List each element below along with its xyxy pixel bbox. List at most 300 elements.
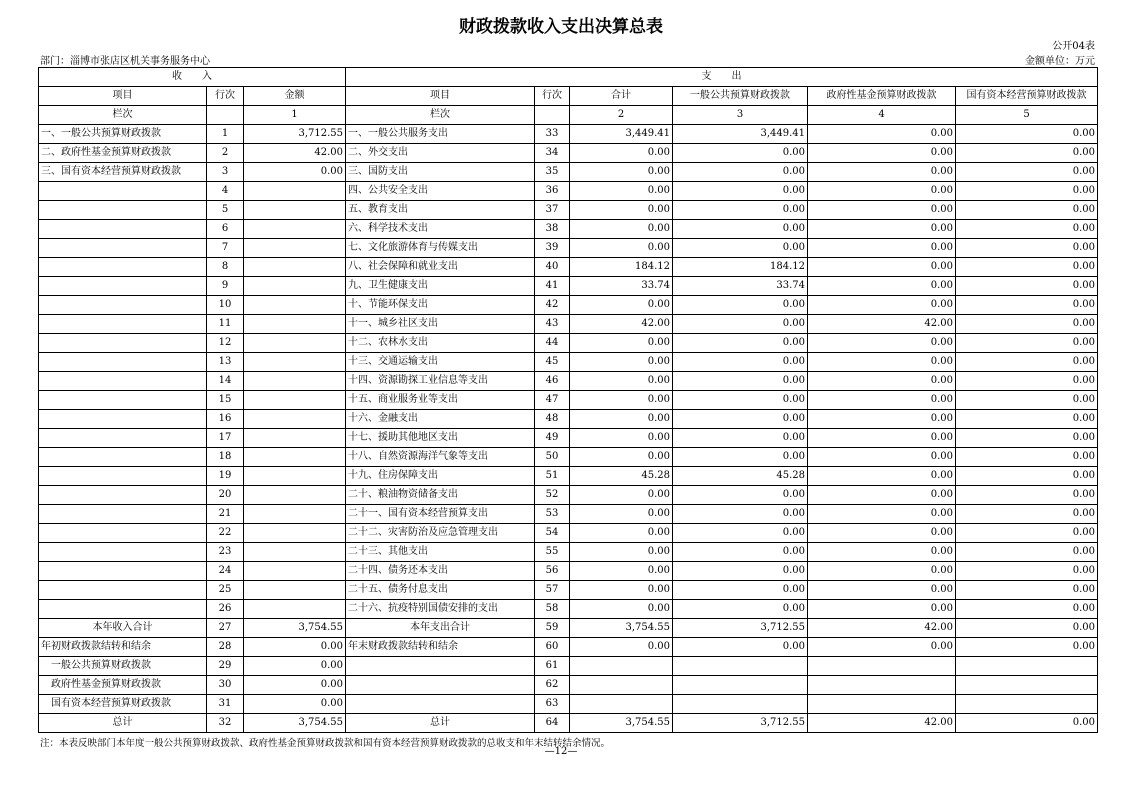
income-item <box>39 486 207 505</box>
expense-total: 45.28 <box>570 467 673 486</box>
gov-fund-sub-out-line: 62 <box>535 676 570 695</box>
table-row <box>39 410 1098 429</box>
table-row <box>39 201 1098 220</box>
income-line: 19 <box>207 467 244 486</box>
blank-cell <box>808 676 956 695</box>
income-line: 16 <box>207 410 244 429</box>
income-amount <box>244 296 346 315</box>
gov-fund-sub-line: 30 <box>207 676 244 695</box>
expense-line: 34 <box>535 144 570 163</box>
expense-line: 45 <box>535 353 570 372</box>
expense-state-cap: 0.00 <box>956 258 1098 277</box>
expense-gov-fund: 0.00 <box>808 448 956 467</box>
expense-line: 36 <box>535 182 570 201</box>
expense-item: 八、社会保障和就业支出 <box>346 258 535 277</box>
expense-general: 0.00 <box>673 581 808 600</box>
grand-out-state-cap: 0.00 <box>956 714 1098 733</box>
income-item <box>39 220 207 239</box>
blank-cell <box>570 695 673 714</box>
blank-cell <box>346 695 535 714</box>
expense-state-cap: 0.00 <box>956 486 1098 505</box>
state-cap-sub-line: 31 <box>207 695 244 714</box>
col-header-exp-item: 项目 <box>346 87 535 106</box>
expense-general: 184.12 <box>673 258 808 277</box>
income-item <box>39 201 207 220</box>
income-amount: 0.00 <box>244 163 346 182</box>
expense-line: 41 <box>535 277 570 296</box>
state-cap-sub-amount: 0.00 <box>244 695 346 714</box>
expense-gov-fund: 0.00 <box>808 391 956 410</box>
income-amount <box>244 220 346 239</box>
income-line: 8 <box>207 258 244 277</box>
income-amount <box>244 334 346 353</box>
expense-total: 0.00 <box>570 581 673 600</box>
footnote: 注：本表反映部门本年度一般公共预算财政拨款、政府性基金预算财政拨款和国有资本经营预算财政拨款的总收支和年末结转结余情况。 <box>40 738 611 749</box>
col-header-general: 一般公共预算财政拨款 <box>673 87 808 106</box>
expense-general: 0.00 <box>673 410 808 429</box>
blank-cell <box>956 695 1098 714</box>
col-header-gov-fund: 政府性基金预算财政拨款 <box>808 87 956 106</box>
end-balance-line: 60 <box>535 638 570 657</box>
expense-general: 0.00 <box>673 182 808 201</box>
blank-cell <box>956 676 1098 695</box>
expense-item: 十、节能环保支出 <box>346 296 535 315</box>
income-item <box>39 334 207 353</box>
income-line: 7 <box>207 239 244 258</box>
expense-item: 五、教育支出 <box>346 201 535 220</box>
income-amount: 3,712.55 <box>244 125 346 144</box>
grand-in-amount: 3,754.55 <box>244 714 346 733</box>
state-cap-sub-label: 国有资本经营预算财政拨款 <box>39 695 207 714</box>
table-row <box>39 353 1098 372</box>
expense-gov-fund: 0.00 <box>808 258 956 277</box>
income-amount <box>244 543 346 562</box>
income-item <box>39 429 207 448</box>
expense-gov-fund: 0.00 <box>808 486 956 505</box>
expense-total: 0.00 <box>570 429 673 448</box>
expense-general: 0.00 <box>673 372 808 391</box>
income-amount <box>244 258 346 277</box>
expense-general: 0.00 <box>673 429 808 448</box>
expense-item: 十三、交通运输支出 <box>346 353 535 372</box>
income-amount <box>244 562 346 581</box>
expense-item: 二、外交支出 <box>346 144 535 163</box>
expense-item: 二十三、其他支出 <box>346 543 535 562</box>
income-item <box>39 391 207 410</box>
expense-item: 十九、住房保障支出 <box>346 467 535 486</box>
table-row <box>39 467 1098 486</box>
income-line: 5 <box>207 201 244 220</box>
expense-gov-fund: 0.00 <box>808 144 956 163</box>
blank-cell <box>346 657 535 676</box>
expense-group-header: 支 出 <box>346 68 1098 87</box>
expense-total: 0.00 <box>570 505 673 524</box>
expense-state-cap: 0.00 <box>956 410 1098 429</box>
lanci-blank <box>207 106 244 125</box>
blank-cell <box>346 676 535 695</box>
expense-general: 0.00 <box>673 600 808 619</box>
begin-balance-label: 年初财政拨款结转和结余 <box>39 638 207 657</box>
expense-total: 184.12 <box>570 258 673 277</box>
income-amount <box>244 372 346 391</box>
table-row <box>39 562 1098 581</box>
income-amount <box>244 182 346 201</box>
expense-line: 54 <box>535 524 570 543</box>
expense-state-cap: 0.00 <box>956 201 1098 220</box>
year-expense-label: 本年支出合计 <box>346 619 535 638</box>
col-header-exp-line: 行次 <box>535 87 570 106</box>
end-balance-label: 年末财政拨款结转和结余 <box>346 638 535 657</box>
table-row <box>39 239 1098 258</box>
expense-line: 33 <box>535 125 570 144</box>
blank-cell <box>808 657 956 676</box>
form-number: 公开04表 <box>1052 41 1095 52</box>
income-item <box>39 467 207 486</box>
expense-line: 57 <box>535 581 570 600</box>
expense-line: 47 <box>535 391 570 410</box>
expense-total: 33.74 <box>570 277 673 296</box>
income-amount <box>244 201 346 220</box>
expense-total: 0.00 <box>570 600 673 619</box>
expense-gov-fund: 0.00 <box>808 125 956 144</box>
income-amount <box>244 524 346 543</box>
expense-line: 48 <box>535 410 570 429</box>
expense-state-cap: 0.00 <box>956 372 1098 391</box>
expense-line: 58 <box>535 600 570 619</box>
income-line: 22 <box>207 524 244 543</box>
expense-gov-fund: 0.00 <box>808 239 956 258</box>
income-item <box>39 543 207 562</box>
expense-state-cap: 0.00 <box>956 600 1098 619</box>
expense-total: 0.00 <box>570 144 673 163</box>
end-balance-state-cap: 0.00 <box>956 638 1098 657</box>
expense-state-cap: 0.00 <box>956 220 1098 239</box>
expense-line: 37 <box>535 201 570 220</box>
expense-gov-fund: 0.00 <box>808 524 956 543</box>
expense-gov-fund: 0.00 <box>808 296 956 315</box>
expense-line: 39 <box>535 239 570 258</box>
income-line: 24 <box>207 562 244 581</box>
expense-total: 0.00 <box>570 524 673 543</box>
table-row <box>39 600 1098 619</box>
lanci-row <box>39 106 1098 125</box>
income-item <box>39 296 207 315</box>
income-item <box>39 182 207 201</box>
expense-total: 0.00 <box>570 562 673 581</box>
grand-in-label: 总计 <box>39 714 207 733</box>
expense-gov-fund: 42.00 <box>808 315 956 334</box>
income-line: 10 <box>207 296 244 315</box>
expense-state-cap: 0.00 <box>956 353 1098 372</box>
expense-item: 七、文化旅游体育与传媒支出 <box>346 239 535 258</box>
income-line: 14 <box>207 372 244 391</box>
expense-total: 0.00 <box>570 353 673 372</box>
summary-row-year <box>39 619 1098 638</box>
expense-total: 0.00 <box>570 448 673 467</box>
fiscal-summary-table <box>38 67 1098 733</box>
expense-line: 38 <box>535 220 570 239</box>
expense-item: 十四、资源勘探工业信息等支出 <box>346 372 535 391</box>
expense-gov-fund: 0.00 <box>808 372 956 391</box>
income-line: 12 <box>207 334 244 353</box>
expense-item: 十五、商业服务业等支出 <box>346 391 535 410</box>
expense-item: 三、国防支出 <box>346 163 535 182</box>
year-expense-line: 59 <box>535 619 570 638</box>
expense-item: 六、科学技术支出 <box>346 220 535 239</box>
expense-item: 二十四、债务还本支出 <box>346 562 535 581</box>
expense-total: 3,449.41 <box>570 125 673 144</box>
expense-gov-fund: 0.00 <box>808 201 956 220</box>
expense-total: 0.00 <box>570 201 673 220</box>
expense-general: 0.00 <box>673 543 808 562</box>
income-amount <box>244 391 346 410</box>
income-item <box>39 315 207 334</box>
department-label: 部门：淄博市张店区机关事务服务中心 <box>40 56 210 67</box>
blank-cell <box>570 676 673 695</box>
expense-state-cap: 0.00 <box>956 144 1098 163</box>
expense-gov-fund: 0.00 <box>808 543 956 562</box>
grand-out-gov-fund: 42.00 <box>808 714 956 733</box>
expense-state-cap: 0.00 <box>956 163 1098 182</box>
expense-item: 十一、城乡社区支出 <box>346 315 535 334</box>
state-cap-sub-out-line: 63 <box>535 695 570 714</box>
expense-state-cap: 0.00 <box>956 429 1098 448</box>
header-column-row <box>39 87 1098 106</box>
table-row <box>39 258 1098 277</box>
expense-general: 0.00 <box>673 296 808 315</box>
year-expense-state-cap: 0.00 <box>956 619 1098 638</box>
lanci-4: 4 <box>808 106 956 125</box>
page-title: 财政拨款收入支出决算总表 <box>459 17 663 37</box>
table-row <box>39 163 1098 182</box>
lanci-1: 1 <box>244 106 346 125</box>
col-header-state-capital: 国有资本经营预算财政拨款 <box>956 87 1098 106</box>
general-sub-out-line: 61 <box>535 657 570 676</box>
expense-gov-fund: 0.00 <box>808 353 956 372</box>
expense-gov-fund: 0.00 <box>808 334 956 353</box>
expense-general: 0.00 <box>673 315 808 334</box>
grand-in-line: 32 <box>207 714 244 733</box>
expense-item: 二十五、债务付息支出 <box>346 581 535 600</box>
col-header-line: 行次 <box>207 87 244 106</box>
expense-item: 十八、自然资源海洋气象等支出 <box>346 448 535 467</box>
expense-line: 42 <box>535 296 570 315</box>
expense-item: 一、一般公共服务支出 <box>346 125 535 144</box>
income-item <box>39 239 207 258</box>
expense-general: 0.00 <box>673 201 808 220</box>
income-amount <box>244 448 346 467</box>
expense-state-cap: 0.00 <box>956 581 1098 600</box>
income-amount <box>244 581 346 600</box>
summary-row-state-cap-sub <box>39 695 1098 714</box>
general-sub-label: 一般公共预算财政拨款 <box>39 657 207 676</box>
lanci-2: 2 <box>570 106 673 125</box>
expense-line: 44 <box>535 334 570 353</box>
income-line: 15 <box>207 391 244 410</box>
expense-gov-fund: 0.00 <box>808 429 956 448</box>
expense-gov-fund: 0.00 <box>808 163 956 182</box>
header-group-row <box>39 68 1098 87</box>
expense-state-cap: 0.00 <box>956 562 1098 581</box>
expense-state-cap: 0.00 <box>956 334 1098 353</box>
income-amount <box>244 600 346 619</box>
income-amount <box>244 239 346 258</box>
summary-row-grand-total <box>39 714 1098 733</box>
income-line: 4 <box>207 182 244 201</box>
table-row <box>39 144 1098 163</box>
expense-item: 二十、粮油物资储备支出 <box>346 486 535 505</box>
expense-state-cap: 0.00 <box>956 239 1098 258</box>
expense-general: 33.74 <box>673 277 808 296</box>
table-row <box>39 429 1098 448</box>
expense-total: 0.00 <box>570 391 673 410</box>
income-item <box>39 448 207 467</box>
expense-gov-fund: 0.00 <box>808 600 956 619</box>
expense-item: 二十一、国有资本经营预算支出 <box>346 505 535 524</box>
blank-cell <box>673 695 808 714</box>
expense-state-cap: 0.00 <box>956 505 1098 524</box>
expense-state-cap: 0.00 <box>956 125 1098 144</box>
table-row <box>39 315 1098 334</box>
lanci-5: 5 <box>956 106 1098 125</box>
expense-general: 0.00 <box>673 334 808 353</box>
expense-line: 50 <box>535 448 570 467</box>
blank-cell <box>808 695 956 714</box>
expense-gov-fund: 0.00 <box>808 505 956 524</box>
expense-general: 45.28 <box>673 467 808 486</box>
expense-general: 0.00 <box>673 486 808 505</box>
expense-total: 0.00 <box>570 163 673 182</box>
expense-gov-fund: 0.00 <box>808 410 956 429</box>
expense-state-cap: 0.00 <box>956 391 1098 410</box>
expense-line: 52 <box>535 486 570 505</box>
expense-item: 九、卫生健康支出 <box>346 277 535 296</box>
expense-general: 0.00 <box>673 524 808 543</box>
table-row <box>39 581 1098 600</box>
income-line: 9 <box>207 277 244 296</box>
expense-total: 0.00 <box>570 372 673 391</box>
expense-item: 四、公共安全支出 <box>346 182 535 201</box>
expense-total: 0.00 <box>570 410 673 429</box>
income-item: 二、政府性基金预算财政拨款 <box>39 144 207 163</box>
table-row <box>39 296 1098 315</box>
expense-general: 0.00 <box>673 353 808 372</box>
expense-line: 55 <box>535 543 570 562</box>
general-sub-amount: 0.00 <box>244 657 346 676</box>
blank-cell <box>956 657 1098 676</box>
summary-row-general-sub <box>39 657 1098 676</box>
end-balance-gov-fund: 0.00 <box>808 638 956 657</box>
expense-general: 0.00 <box>673 144 808 163</box>
expense-state-cap: 0.00 <box>956 182 1098 201</box>
expense-gov-fund: 0.00 <box>808 277 956 296</box>
gov-fund-sub-amount: 0.00 <box>244 676 346 695</box>
table-row <box>39 372 1098 391</box>
col-header-amount: 金额 <box>244 87 346 106</box>
page-number: —12— <box>544 746 578 757</box>
expense-item: 二十二、灾害防治及应急管理支出 <box>346 524 535 543</box>
table-row <box>39 334 1098 353</box>
income-item: 三、国有资本经营预算财政拨款 <box>39 163 207 182</box>
expense-line: 43 <box>535 315 570 334</box>
col-header-item: 项目 <box>39 87 207 106</box>
table-row <box>39 486 1098 505</box>
income-line: 17 <box>207 429 244 448</box>
income-line: 3 <box>207 163 244 182</box>
income-line: 23 <box>207 543 244 562</box>
income-item: 一、一般公共预算财政拨款 <box>39 125 207 144</box>
expense-line: 56 <box>535 562 570 581</box>
expense-line: 53 <box>535 505 570 524</box>
expense-line: 35 <box>535 163 570 182</box>
expense-item: 二十六、抗疫特别国债安排的支出 <box>346 600 535 619</box>
expense-line: 40 <box>535 258 570 277</box>
expense-state-cap: 0.00 <box>956 543 1098 562</box>
expense-line: 46 <box>535 372 570 391</box>
expense-gov-fund: 0.00 <box>808 562 956 581</box>
income-item <box>39 600 207 619</box>
income-item <box>39 524 207 543</box>
summary-row-gov-fund-sub <box>39 676 1098 695</box>
lanci-3: 3 <box>673 106 808 125</box>
expense-total: 0.00 <box>570 543 673 562</box>
income-group-header: 收 入 <box>39 68 346 87</box>
table-row <box>39 448 1098 467</box>
expense-general: 0.00 <box>673 448 808 467</box>
grand-out-total: 3,754.55 <box>570 714 673 733</box>
income-amount <box>244 353 346 372</box>
expense-total: 0.00 <box>570 296 673 315</box>
expense-gov-fund: 0.00 <box>808 467 956 486</box>
income-amount <box>244 277 346 296</box>
expense-state-cap: 0.00 <box>956 296 1098 315</box>
col-header-total: 合计 <box>570 87 673 106</box>
begin-balance-amount: 0.00 <box>244 638 346 657</box>
year-income-line: 27 <box>207 619 244 638</box>
expense-total: 0.00 <box>570 334 673 353</box>
expense-general: 3,449.41 <box>673 125 808 144</box>
end-balance-general: 0.00 <box>673 638 808 657</box>
expense-general: 0.00 <box>673 239 808 258</box>
income-line: 18 <box>207 448 244 467</box>
expense-line: 51 <box>535 467 570 486</box>
income-item <box>39 505 207 524</box>
expense-gov-fund: 0.00 <box>808 581 956 600</box>
blank-cell <box>673 676 808 695</box>
table-row <box>39 220 1098 239</box>
lanci-blank <box>535 106 570 125</box>
income-line: 26 <box>207 600 244 619</box>
expense-state-cap: 0.00 <box>956 448 1098 467</box>
income-item <box>39 562 207 581</box>
expense-general: 0.00 <box>673 163 808 182</box>
grand-out-label: 总计 <box>346 714 535 733</box>
table-row <box>39 277 1098 296</box>
expense-gov-fund: 0.00 <box>808 220 956 239</box>
expense-state-cap: 0.00 <box>956 524 1098 543</box>
gov-fund-sub-label: 政府性基金预算财政拨款 <box>39 676 207 695</box>
expense-total: 0.00 <box>570 239 673 258</box>
income-item <box>39 410 207 429</box>
income-amount <box>244 315 346 334</box>
income-line: 13 <box>207 353 244 372</box>
income-item <box>39 353 207 372</box>
expense-state-cap: 0.00 <box>956 315 1098 334</box>
expense-item: 十七、援助其他地区支出 <box>346 429 535 448</box>
begin-balance-line: 28 <box>207 638 244 657</box>
expense-item: 十二、农林水支出 <box>346 334 535 353</box>
income-line: 1 <box>207 125 244 144</box>
